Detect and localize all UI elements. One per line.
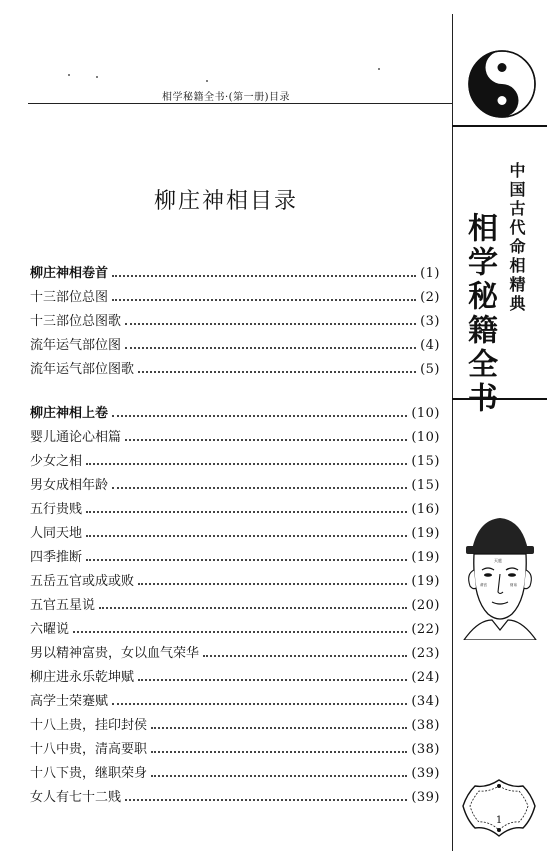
toc-entry-page: (38) <box>411 742 440 757</box>
toc-entry[interactable] <box>30 450 440 474</box>
toc-entry-label: 男以精神富贵，女以血气荣华 <box>30 646 200 661</box>
svg-text:财帛: 财帛 <box>510 583 517 587</box>
leader-dots <box>86 463 407 465</box>
toc-entry-label: 十八上贵，挂印封侯 <box>30 718 148 733</box>
leader-dots <box>138 679 407 681</box>
toc-entry[interactable] <box>30 358 440 382</box>
toc-entry-page: (19) <box>411 526 440 541</box>
series-title: 中国古代命相精典 <box>507 162 526 314</box>
leader-dots <box>99 607 407 609</box>
leader-dots <box>151 751 407 753</box>
toc-entry-page: (15) <box>411 478 440 493</box>
toc-entry-label: 婴儿通论心相篇 <box>30 430 122 445</box>
toc-entry[interactable] <box>30 286 440 310</box>
scan-speck <box>68 74 70 76</box>
toc-entry-label: 高学士荣蹇赋 <box>30 694 109 709</box>
toc-entry-page: (10) <box>411 406 440 421</box>
toc-entry-page: (3) <box>420 314 440 329</box>
leader-dots <box>125 799 407 801</box>
toc-entry[interactable] <box>30 546 440 570</box>
toc-entry-page: (24) <box>411 670 440 685</box>
toc-entry[interactable] <box>30 262 440 286</box>
toc-entry-page: (34) <box>411 694 440 709</box>
leader-dots <box>203 655 407 657</box>
leader-dots <box>138 583 407 585</box>
scan-speck <box>378 68 380 70</box>
toc-entry[interactable] <box>30 666 440 690</box>
toc-entry-label: 柳庄进永乐乾坤赋 <box>30 670 135 685</box>
svg-text:天庭: 天庭 <box>494 558 502 563</box>
leader-dots <box>112 275 416 277</box>
toc-entry[interactable] <box>30 738 440 762</box>
toc-entry[interactable] <box>30 498 440 522</box>
toc-entry-label: 十三部位总图 <box>30 290 109 305</box>
toc-group-front-matter <box>30 262 440 382</box>
toc-entry[interactable] <box>30 522 440 546</box>
toc-entry-page: (1) <box>420 266 440 281</box>
toc-entry[interactable] <box>30 334 440 358</box>
toc-entry-page: (4) <box>420 338 440 353</box>
leader-dots <box>125 347 416 349</box>
toc-entry[interactable] <box>30 690 440 714</box>
toc-entry-label: 十三部位总图歌 <box>30 314 122 329</box>
running-header: 相学秘籍全书·(第一册)目录 <box>162 92 290 103</box>
leader-dots <box>73 631 407 633</box>
toc-group-upper-volume <box>30 402 440 810</box>
toc-entry[interactable] <box>30 714 440 738</box>
leader-dots <box>86 559 407 561</box>
toc-entry-page: (19) <box>411 574 440 589</box>
toc-entry-page: (2) <box>420 290 440 305</box>
toc-entry-page: (5) <box>420 362 440 377</box>
toc-entry-label: 四季推断 <box>30 550 83 565</box>
toc-entry[interactable] <box>30 474 440 498</box>
toc-entry-label: 十八中贵，清高要职 <box>30 742 148 757</box>
toc-entry-page: (20) <box>411 598 440 613</box>
scan-speck <box>96 76 98 78</box>
toc-entry-page: (10) <box>411 430 440 445</box>
leader-dots <box>151 727 407 729</box>
toc-entry-label: 十八下贵，继职荣身 <box>30 766 148 781</box>
toc-entry-page: (39) <box>411 766 440 781</box>
toc-entry-page: (16) <box>411 502 440 517</box>
sidebar-rule <box>452 14 453 851</box>
svg-text:命宫: 命宫 <box>480 583 487 587</box>
toc-entry-page: (22) <box>411 622 440 637</box>
toc-entry-label: 流年运气部位图 <box>30 338 122 353</box>
ornament-frame <box>461 778 537 838</box>
toc-entry-page: (39) <box>411 790 440 805</box>
leader-dots <box>86 511 407 513</box>
leader-dots <box>112 415 407 417</box>
toc-entry[interactable] <box>30 762 440 786</box>
leader-dots <box>86 535 407 537</box>
toc-entry[interactable] <box>30 594 440 618</box>
toc-entry-page: (19) <box>411 550 440 565</box>
toc-entry-label: 六曜说 <box>30 622 70 637</box>
toc-entry[interactable] <box>30 426 440 450</box>
toc-entry-label: 流年运气部位图歌 <box>30 362 135 377</box>
leader-dots <box>112 703 407 705</box>
sidebar-band-bottom <box>452 398 547 400</box>
leader-dots <box>125 323 416 325</box>
toc-entry-label: 人同天地 <box>30 526 83 541</box>
toc-entry[interactable] <box>30 570 440 594</box>
yin-yang-icon <box>466 48 538 120</box>
sidebar-band-top <box>452 125 547 127</box>
page-title: 柳庄神相目录 <box>153 189 298 214</box>
toc-entry-label: 五岳五官或成或败 <box>30 574 135 589</box>
leader-dots <box>125 439 407 441</box>
toc-entry-label: 五行贵贱 <box>30 502 83 517</box>
toc-entry-label: 少女之相 <box>30 454 83 469</box>
toc-entry-page: (38) <box>411 718 440 733</box>
toc-entry[interactable] <box>30 786 440 810</box>
toc-entry-page: (23) <box>411 646 440 661</box>
toc-entry-page: (15) <box>411 454 440 469</box>
toc-entry-label: 男女成相年龄 <box>30 478 109 493</box>
page-number: 1 <box>495 815 503 826</box>
leader-dots <box>112 487 407 489</box>
book-title: 相学秘籍全书 <box>462 212 497 416</box>
toc-entry-label: 女人有七十二贱 <box>30 790 122 805</box>
toc-entry-label: 五官五星说 <box>30 598 96 613</box>
header-rule <box>28 103 452 104</box>
face-diagram <box>458 510 542 640</box>
leader-dots <box>151 775 407 777</box>
toc-entry-label: 柳庄神相卷首 <box>30 266 109 281</box>
toc-entry[interactable] <box>30 310 440 334</box>
toc-entry[interactable] <box>30 402 440 426</box>
leader-dots <box>138 371 416 373</box>
leader-dots <box>112 299 416 301</box>
scan-speck <box>206 80 208 82</box>
toc-entry[interactable] <box>30 618 440 642</box>
toc-entry-label: 柳庄神相上卷 <box>30 406 109 421</box>
toc-entry[interactable] <box>30 642 440 666</box>
